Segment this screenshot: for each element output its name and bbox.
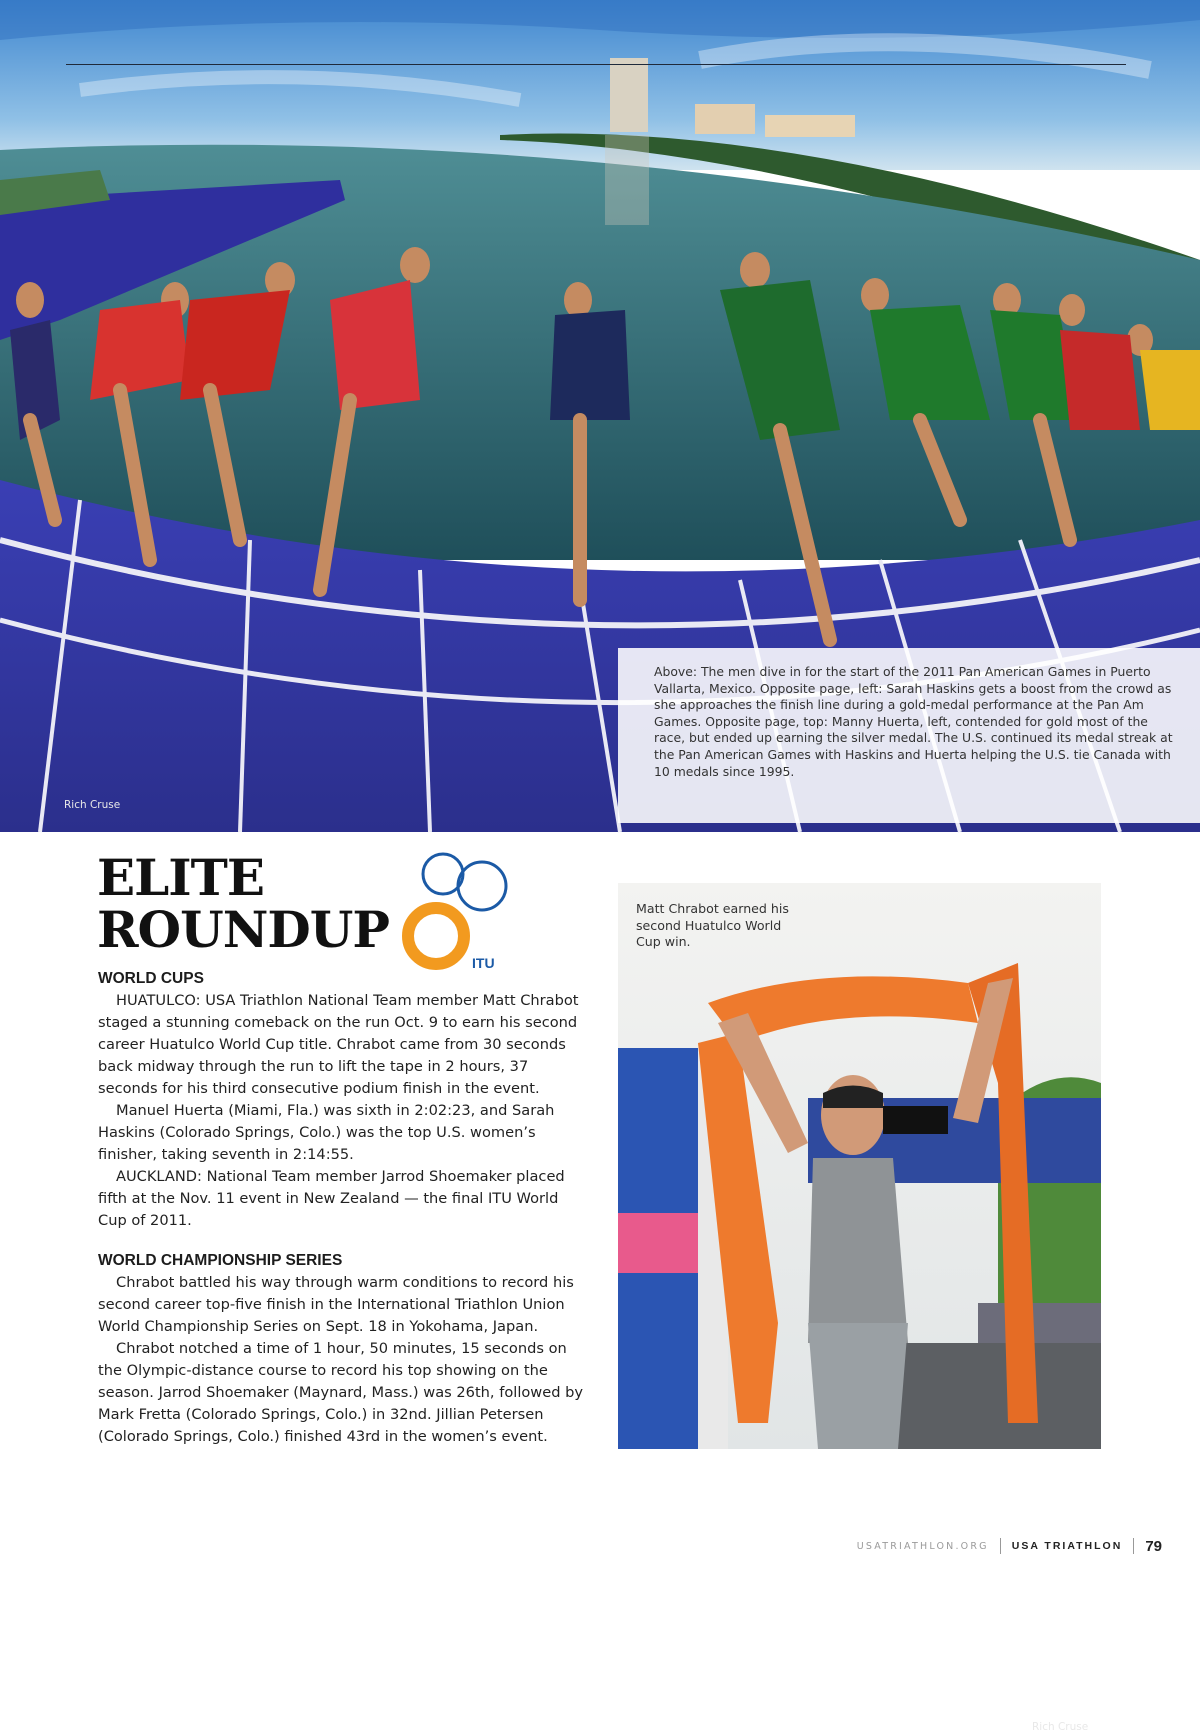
- paragraph: AUCKLAND: National Team member Jarrod Shoemaker placed fifth at the Nov. 11 event in New Zealand — the final ITU World Cup of 2011.: [98, 1168, 565, 1229]
- section-heading-world-cups: WORLD CUPS: [98, 970, 204, 987]
- article-body: [98, 970, 584, 1448]
- title-line-1: ELITE: [97, 848, 264, 907]
- hero-caption-box: [618, 648, 1200, 823]
- paragraph: Chrabot notched a time of 1 hour, 50 minutes, 15 seconds on the Olympic-distance course to record his top showing on the season. Jarrod Shoemaker (Maynard, Mass.) was 26th, followed by Mark Fretta (Colorado Springs, Colo.) in 32nd. Jillian Petersen (Colorado Springs, Colo.) finished 43rd in the women’s event.: [98, 1340, 584, 1445]
- page-number: 79: [1145, 1537, 1162, 1555]
- itu-logo: [398, 848, 512, 976]
- paragraph: Manuel Huerta (Miami, Fla.) was sixth in 2:02:23, and Sarah Haskins (Colorado Springs, Colo.) was the top U.S. women’s finisher, taking seventh in 2:14:55.: [98, 1102, 555, 1163]
- paragraph: Chrabot battled his way through warm conditions to record his second career top-five finish in the International Triathlon Union World Championship Series on Sept. 18 in Yokohama, Japan.: [98, 1274, 574, 1335]
- itu-logo-label: ITU: [472, 955, 495, 971]
- page-footer: [857, 1536, 1162, 1556]
- finish-photo-credit: Rich Cruse: [1032, 1721, 1089, 1733]
- hero-photo: [0, 0, 1200, 832]
- paragraph: HUATULCO: USA Triathlon National Team member Matt Chrabot staged a stunning comeback on the run Oct. 9 to earn his second career Huatulco World Cup title. Chrabot came from 30 seconds back midway through the run to lift the tape in 2 hours, 37 seconds for his third consecutive podium finish in the event.: [98, 992, 579, 1097]
- title-line-2: ROUNDUP: [97, 900, 389, 959]
- footer-magazine-name: USA TRIATHLON: [1011, 1540, 1123, 1552]
- footer-url: USATRIATHLON.ORG: [856, 1540, 989, 1552]
- section-heading-wcs: WORLD CHAMPIONSHIP SERIES: [98, 1252, 343, 1269]
- footer-divider: [1133, 1538, 1134, 1554]
- finish-illustration: [618, 883, 1101, 1449]
- finish-photo-caption: Matt Chrabot earned his second Huatulco World Cup win.: [636, 901, 789, 950]
- itu-rings-icon: [398, 848, 512, 976]
- page-title: [97, 848, 389, 959]
- header-rule: [66, 64, 1126, 65]
- footer-divider: [1000, 1538, 1001, 1554]
- hero-photo-credit: Rich Cruse: [64, 799, 121, 811]
- hero-caption: Above: The men dive in for the start of the 2011 Pan American Games in Puerto Vallarta, Mexico. Opposite page, left: Sarah Haskins gets a boost from the crowd as she approaches the finish line during a gold-medal performance at the Pan Am Games. Opposite page, top: Manny Huerta, left, contended for gold most of the race, but ended up earning the silver medal. The U.S. continued its medal streak at the Pan American Games with Haskins and Huerta helping the U.S. tie Canada with 10 medals since 1995.: [654, 664, 1173, 779]
